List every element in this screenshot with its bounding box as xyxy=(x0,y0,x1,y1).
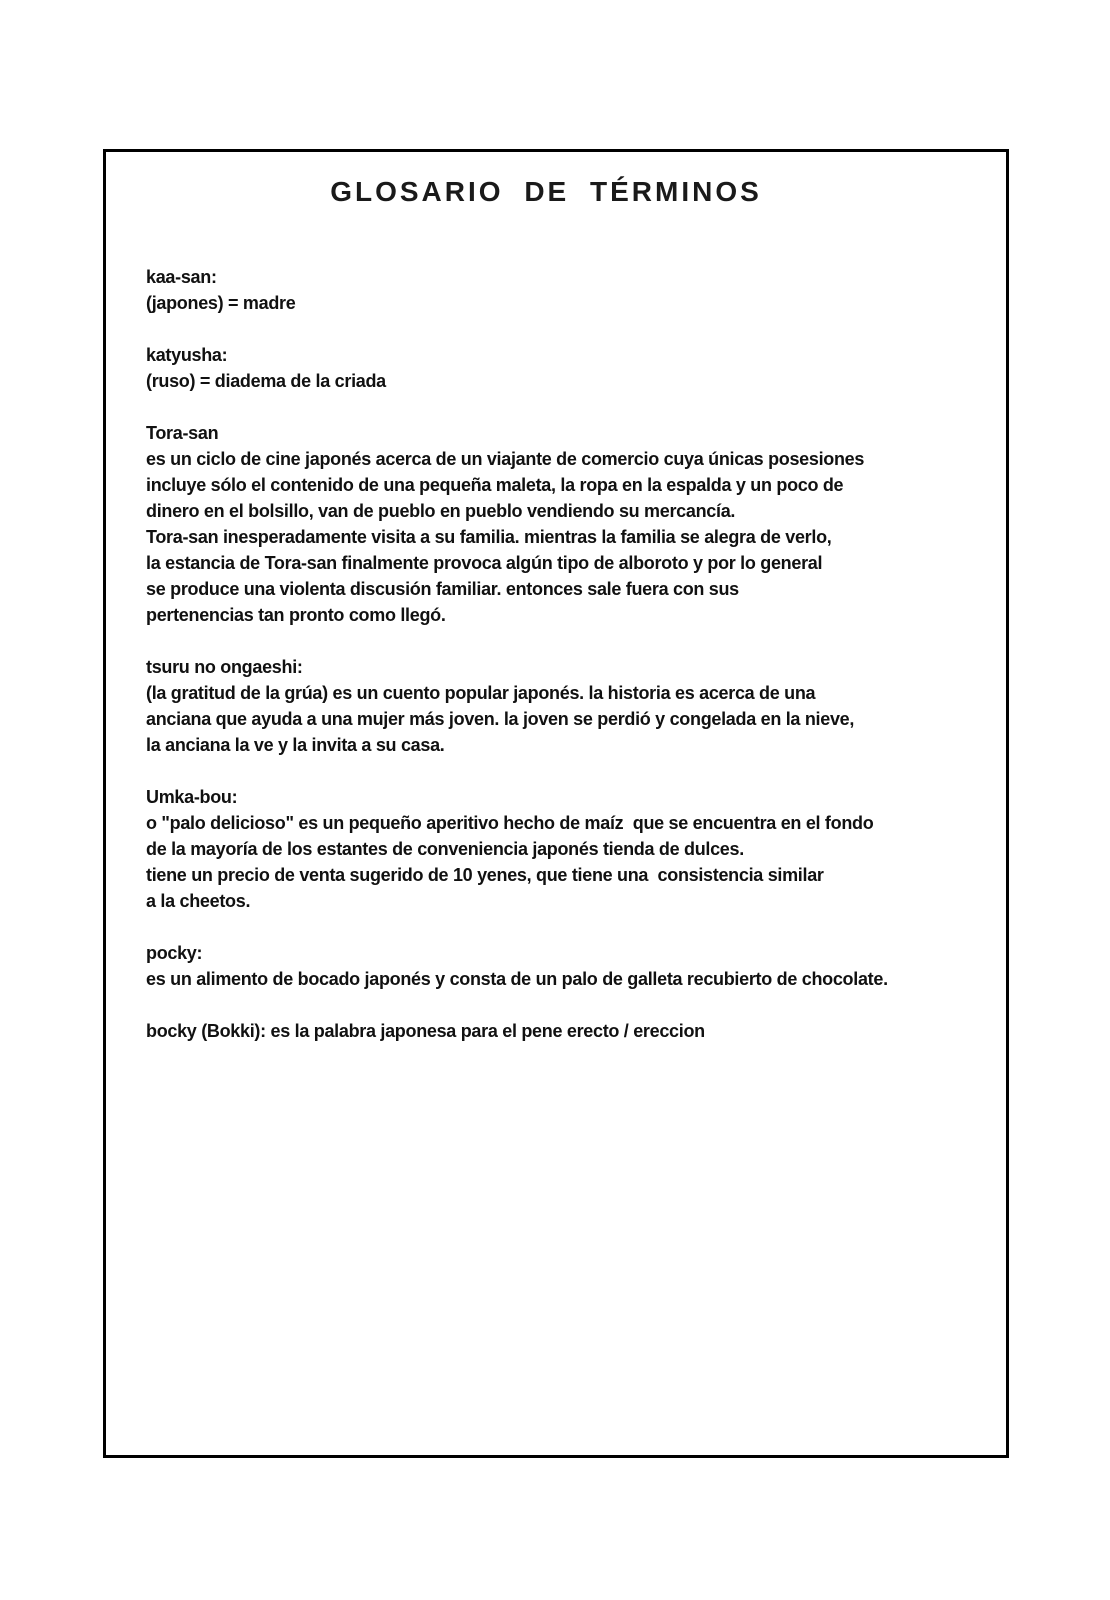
entry-line: (ruso) = diadema de la criada xyxy=(146,371,386,391)
glossary-entry xyxy=(146,420,986,628)
entry-line: (la gratitud de la grúa) es un cuento popular japonés. la historia es acerca de una xyxy=(146,683,816,703)
entry-line: la estancia de Tora-san finalmente provoca algún tipo de alboroto y por lo general xyxy=(146,553,823,573)
entry-line: anciana que ayuda a una mujer más joven. la joven se perdió y congelada en la nieve, xyxy=(146,709,855,729)
entry-line: se produce una violenta discusión familiar. entonces sale fuera con sus xyxy=(146,579,739,599)
glossary-entries xyxy=(146,264,986,1044)
glossary-entry xyxy=(146,654,986,758)
glossary-entry xyxy=(146,264,986,316)
entry-line: a la cheetos. xyxy=(146,891,251,911)
glossary-entry xyxy=(146,1018,986,1044)
page-title: GLOSARIO DE TÉRMINOS xyxy=(330,176,762,207)
entry-term: Tora-san xyxy=(146,423,219,443)
entry-line: de la mayoría de los estantes de conveniencia japonés tienda de dulces. xyxy=(146,839,744,859)
glossary-entry xyxy=(146,784,986,914)
entry-term: pocky: xyxy=(146,943,203,963)
page-content xyxy=(106,152,1006,1044)
entry-term: kaa-san: xyxy=(146,267,217,287)
entry-term: katyusha: xyxy=(146,345,228,365)
page-border xyxy=(103,149,1009,1458)
entry-line: pertenencias tan pronto como llegó. xyxy=(146,605,446,625)
entry-line: bocky (Bokki): es la palabra japonesa para el pene erecto / ereccion xyxy=(146,1021,705,1041)
entry-line: es un ciclo de cine japonés acerca de un viajante de comercio cuya únicas posesiones xyxy=(146,449,865,469)
entry-line: es un alimento de bocado japonés y consta de un palo de galleta recubierto de chocolate. xyxy=(146,969,888,989)
entry-line: la anciana la ve y la invita a su casa. xyxy=(146,735,445,755)
entry-line: (japones) = madre xyxy=(146,293,296,313)
entry-term: tsuru no ongaeshi: xyxy=(146,657,303,677)
entry-term: Umka-bou: xyxy=(146,787,238,807)
glossary-entry xyxy=(146,940,986,992)
glossary-entry xyxy=(146,342,986,394)
entry-line: incluye sólo el contenido de una pequeña maleta, la ropa en la espalda y un poco de xyxy=(146,475,844,495)
entry-line: tiene un precio de venta sugerido de 10 yenes, que tiene una consistencia similar xyxy=(146,865,824,885)
entry-line: o "palo delicioso" es un pequeño aperitivo hecho de maíz que se encuentra en el fondo xyxy=(146,813,874,833)
entry-line: dinero en el bolsillo, van de pueblo en pueblo vendiendo su mercancía. xyxy=(146,501,736,521)
entry-line: Tora-san inesperadamente visita a su familia. mientras la familia se alegra de verlo, xyxy=(146,527,832,547)
